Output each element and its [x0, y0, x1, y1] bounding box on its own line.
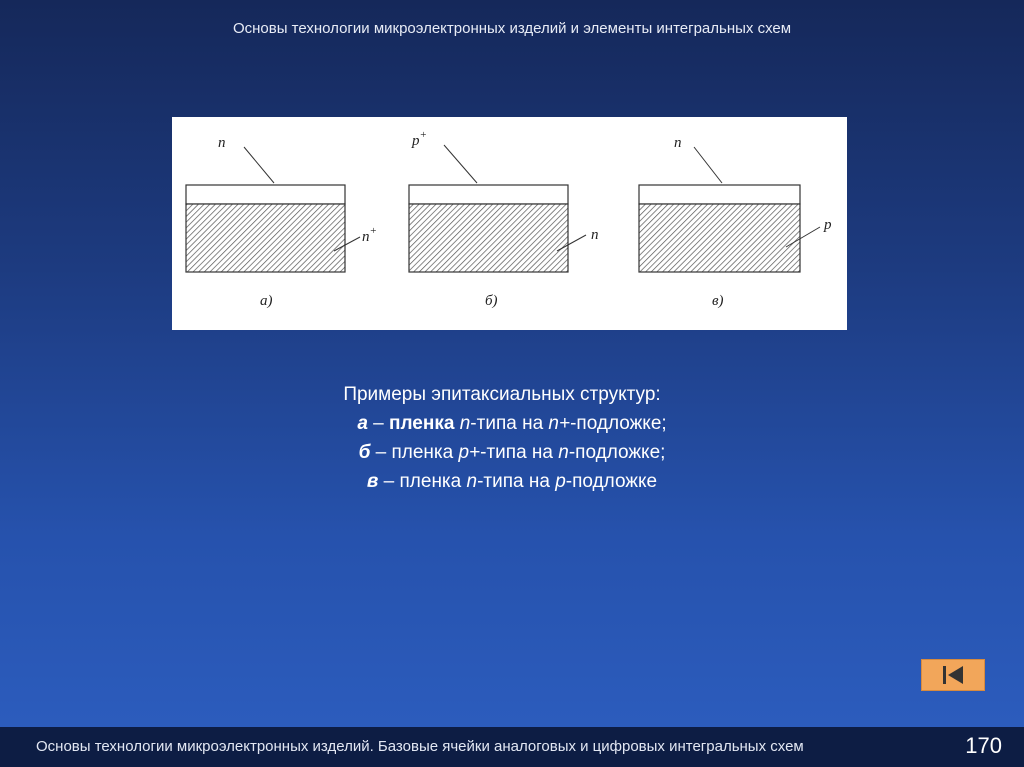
footer [0, 727, 1024, 767]
page-title: Основы технологии микроэлектронных изделий и элементы интегральных схем [232, 20, 792, 37]
structure-a-film [186, 185, 345, 204]
first-slide-button[interactable] [921, 659, 985, 691]
structure-c-substrate-label: p [824, 217, 832, 233]
structure-c-film-label: n [674, 135, 682, 151]
caption-line-c: в – пленка n-типа на p-подложке [366, 471, 658, 492]
caption-line-b: б – пленка p+-типа на n-подложке; [358, 442, 666, 463]
structure-b-caption: б) [485, 293, 498, 309]
structure-b-film [409, 185, 568, 204]
figure-caption [0, 380, 1024, 496]
structure-c-film-leader [694, 147, 722, 183]
caption-intro: Примеры эпитаксиальных структур: [343, 384, 661, 405]
structure-b-substrate-label: n [591, 227, 599, 243]
structure-c-film [639, 185, 800, 204]
structure-c-substrate [639, 204, 800, 272]
footer-text: Основы технологии микроэлектронных изделий. Базовые ячейки аналоговых и цифровых интегральных схем [36, 738, 804, 755]
structure-b-film-leader [444, 145, 477, 183]
page-number: 170 [965, 733, 1002, 758]
structure-c-caption: в) [712, 293, 724, 309]
structure-a-substrate [186, 204, 345, 272]
structure-a-caption: а) [260, 293, 273, 309]
caption-line-a: а – пленка n-типа на n+-подложке; [357, 413, 667, 434]
structure-c [639, 135, 832, 309]
structure-a-film-label: n [218, 135, 226, 151]
diagram-canvas [172, 117, 847, 330]
structure-b [409, 129, 599, 309]
structure-a-film-leader [244, 147, 274, 183]
structure-a-substrate-label: n+ [362, 225, 377, 245]
structure-b-substrate [409, 204, 568, 272]
first-slide-icon [922, 660, 984, 690]
structure-b-film-label: p+ [412, 129, 427, 149]
epitaxial-structures-diagram [172, 117, 847, 330]
structure-a [186, 135, 377, 309]
